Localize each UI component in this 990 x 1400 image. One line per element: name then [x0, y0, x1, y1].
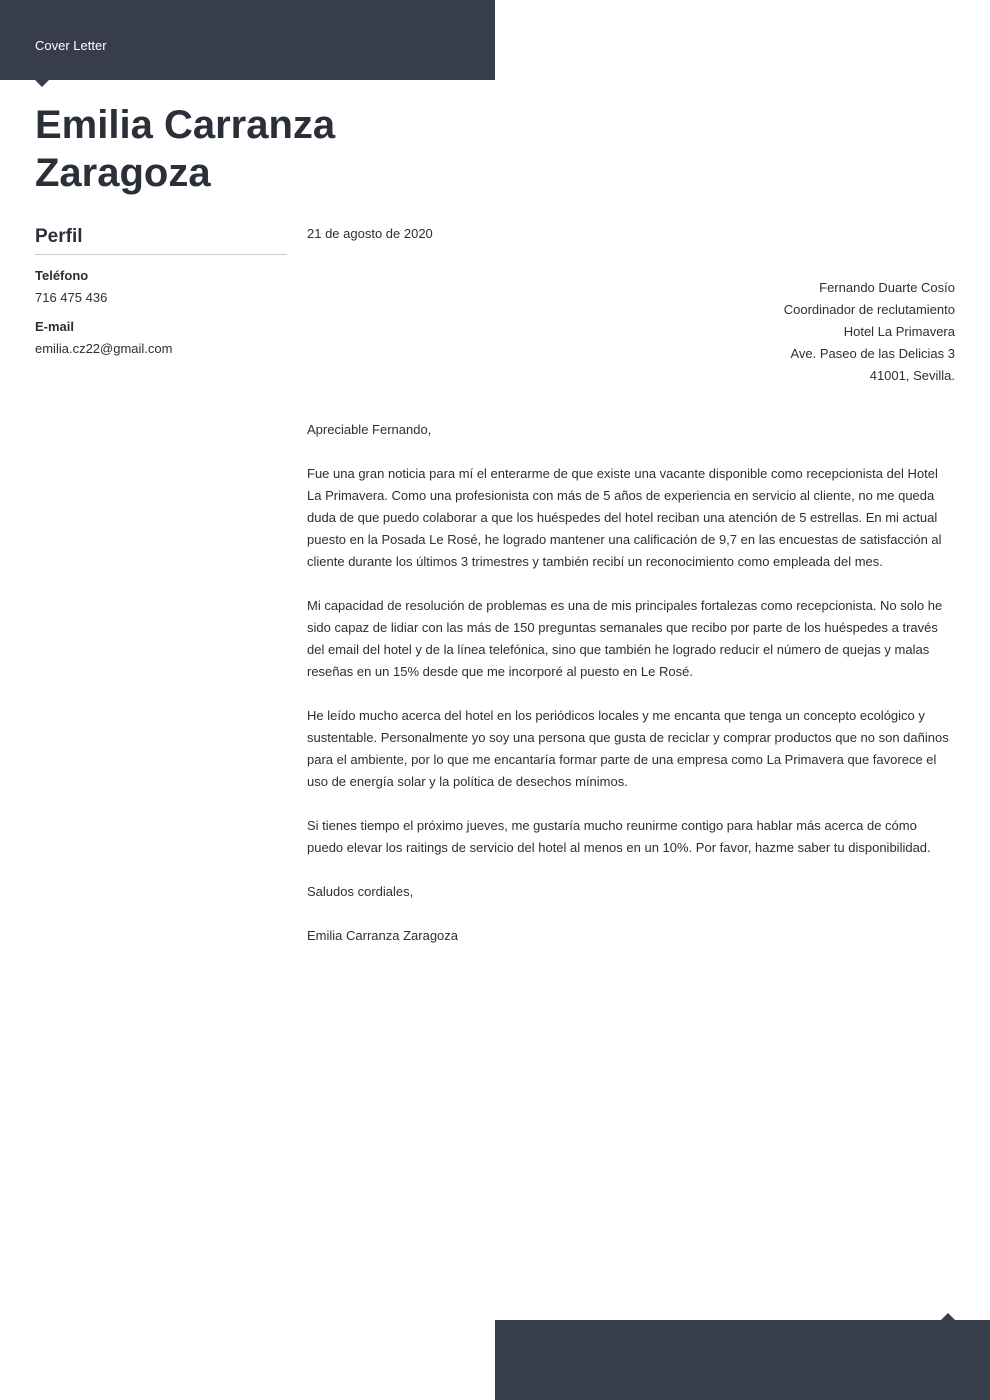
profile-sidebar: [35, 226, 287, 357]
paragraph-4: Si tienes tiempo el próximo jueves, me gustaría mucho reunirme contigo para hablar más acerca de cómo puedo elevar los raitings de servicio del hotel al menos en un 10%. Por favor, hazme saber tu disponibilidad.: [307, 818, 931, 855]
email-label: E-mail: [35, 319, 75, 334]
phone-label: Teléfono: [35, 268, 89, 283]
header-banner: [0, 0, 495, 80]
email-value: emilia.cz22@gmail.com: [35, 341, 173, 356]
applicant-name: Emilia Carranza Zaragoza: [35, 103, 336, 195]
letter-date: 21 de agosto de 2020: [307, 226, 433, 241]
recipient-company: Hotel La Primavera: [843, 324, 955, 339]
paragraph-1: Fue una gran noticia para mí el enterarme de que existe una vacante disponible como recepcionista del Hotel La Primavera. Como una profesionista con más de 5 años de experiencia en servicio al cliente, no me queda duda de que puedo colaborar a que los huéspedes del hotel reciban una atención de 5 estrellas. En mi actual puesto en la Posada Le Rosé, he logrado mantener una calificación de 9,7 en las encuestas de satisfacción al cliente durante los últimos 3 trimestres y también recibí un reconocimiento como empleada del mes.: [307, 466, 942, 569]
paragraph-2: Mi capacidad de resolución de problemas es una de mis principales fortalezas como recepcionista. No solo he sido capaz de lidiar con las más de 150 preguntas semanales que recibo por parte de los huéspedes a través del email del hotel y de la línea telefónica, sino que también he logrado reducir el número de quejas y malas reseñas en un 15% desde que me incorporé al puesto en Le Rosé.: [307, 598, 943, 679]
recipient-block: [307, 277, 955, 387]
banner-notch-top: [35, 80, 49, 87]
letter-body: [307, 223, 955, 947]
footer-banner: [495, 1320, 990, 1400]
recipient-name: Fernando Duarte Cosío: [819, 280, 955, 295]
closing: Saludos cordiales,: [307, 884, 414, 899]
paragraph-3: He leído mucho acerca del hotel en los periódicos locales y me encanta que tenga un concepto ecológico y sustentable. Personalmente yo soy una persona que gusta de reciclar y comprar productos que no son dañinos para el ambiente, por lo que me encantaría formar parte de una empresa como La Primavera que favorece el uso de energía solar y la política de desechos mínimos.: [307, 708, 949, 789]
profile-heading: Perfil: [35, 226, 287, 255]
document-type-label: Cover Letter: [35, 38, 107, 53]
banner-notch-bottom: [941, 1313, 955, 1320]
salutation: Apreciable Fernando,: [307, 422, 432, 437]
signature: Emilia Carranza Zaragoza: [307, 928, 459, 943]
recipient-street: Ave. Paseo de las Delicias 3: [790, 346, 955, 361]
recipient-city: 41001, Sevilla.: [869, 368, 955, 383]
phone-value: 716 475 436: [35, 290, 108, 305]
recipient-title: Coordinador de reclutamiento: [783, 302, 955, 317]
